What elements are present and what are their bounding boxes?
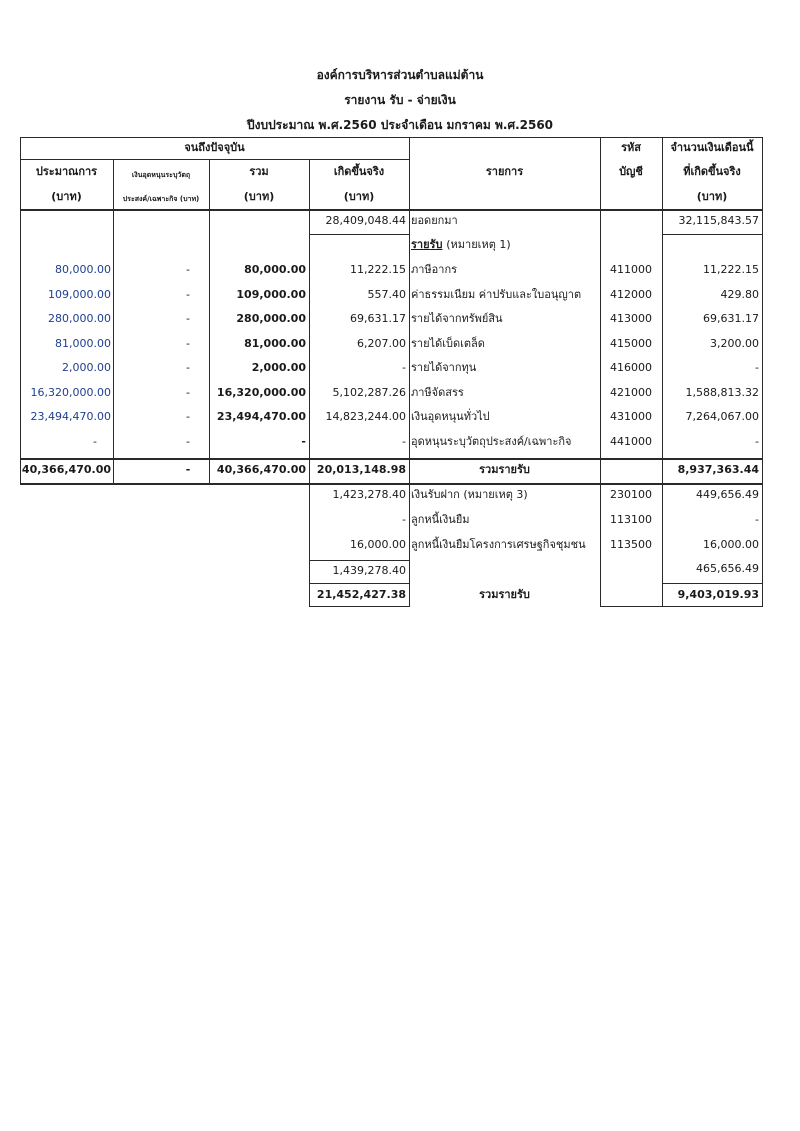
row-item: ค่าธรรมเนียม ค่าปรับและใบอนุญาต (411, 288, 582, 301)
org-name: องค์การบริหารส่วนตำบลแม่ต้าน (316, 68, 484, 82)
row-total: 109,000.00 (236, 288, 306, 301)
income-heading-label: รายรับ (411, 238, 443, 251)
row-month: 11,222.15 (703, 263, 759, 276)
other-row-item: ลูกหนี้เงินยืมโครงการเศรษฐกิจชุมชน (411, 538, 586, 551)
other-row-code: 113100 (610, 513, 652, 526)
brought-forward-label: ยอดยกมา (411, 214, 458, 227)
row-budget: - (93, 435, 97, 448)
other-row-actual: - (402, 513, 406, 526)
income-heading (411, 238, 511, 252)
row-subsidy: - (186, 361, 190, 374)
row-total: - (301, 435, 306, 448)
other-subtotal-actual: 1,439,278.40 (332, 564, 406, 577)
row-item: ภาษีอากร (411, 263, 458, 276)
row-total: 16,320,000.00 (216, 386, 306, 399)
other-row-code: 230100 (610, 488, 652, 501)
row-code: 441000 (610, 435, 652, 448)
code-header-line2: บัญชี (619, 165, 643, 178)
row-month: 69,631.17 (703, 312, 759, 325)
code-header-line1: รหัส (621, 141, 641, 154)
row-month: - (755, 435, 759, 448)
income-heading-note: (หมายเหตุ 1) (446, 238, 511, 251)
row-item: ภาษีจัดสรร (411, 386, 464, 399)
other-subtotal-month: 465,656.49 (696, 562, 759, 575)
subsidy-header-line2: ประสงค์/เฉพาะกิจ (บาท) (122, 195, 200, 203)
income-total-actual: 20,013,148.98 (316, 463, 406, 476)
other-row-month: - (755, 513, 759, 526)
other-row-actual: 1,423,278.40 (332, 488, 406, 501)
row-subsidy: - (186, 312, 190, 325)
row-code: 416000 (610, 361, 652, 374)
row-budget: 23,494,470.00 (30, 410, 111, 423)
row-actual: - (402, 361, 406, 374)
row-total: 80,000.00 (244, 263, 306, 276)
total-header: รวม (249, 165, 269, 178)
row-item: เงินอุดหนุนทั่วไป (411, 410, 490, 423)
row-actual: - (402, 435, 406, 448)
income-total-month: 8,937,363.44 (677, 463, 759, 476)
row-actual: 11,222.15 (350, 263, 406, 276)
row-budget: 81,000.00 (55, 337, 111, 350)
brought-forward-month: 32,115,843.57 (678, 214, 759, 227)
row-budget: 80,000.00 (55, 263, 111, 276)
row-budget: 2,000.00 (62, 361, 111, 374)
row-total: 280,000.00 (236, 312, 306, 325)
row-item: รายได้จากทรัพย์สิน (411, 312, 503, 325)
month-unit: (บาท) (696, 190, 728, 203)
row-subsidy: - (186, 410, 190, 423)
row-subsidy: - (186, 263, 190, 276)
brought-forward-actual: 28,409,048.44 (325, 214, 406, 227)
row-code: 421000 (610, 386, 652, 399)
row-code: 415000 (610, 337, 652, 350)
income-total-budget: 40,366,470.00 (21, 463, 111, 476)
row-subsidy: - (186, 288, 190, 301)
row-actual: 5,102,287.26 (332, 386, 406, 399)
grand-total-label: รวมรายรับ (479, 588, 530, 601)
report-period: ปีงบประมาณ พ.ศ.2560 ประจำเดือน มกราคม พ.ศ.2560 (246, 118, 554, 132)
grand-total-actual: 21,452,427.38 (316, 588, 406, 601)
row-month: 1,588,813.32 (685, 386, 759, 399)
month-header-line2: ที่เกิดขึ้นจริง (683, 165, 741, 178)
row-actual: 557.40 (367, 288, 406, 301)
row-total: 2,000.00 (251, 361, 306, 374)
other-row-code: 113500 (610, 538, 652, 551)
other-row-month: 16,000.00 (703, 538, 759, 551)
actual-header: เกิดขึ้นจริง (333, 165, 385, 178)
row-total: 81,000.00 (244, 337, 306, 350)
row-actual: 14,823,244.00 (325, 410, 406, 423)
row-month: 7,264,067.00 (685, 410, 759, 423)
other-row-item: ลูกหนี้เงินยืม (411, 513, 470, 526)
row-month: 3,200.00 (710, 337, 759, 350)
income-total-label: รวมรายรับ (479, 463, 530, 476)
row-item: รายได้จากทุน (411, 361, 477, 374)
row-code: 412000 (610, 288, 652, 301)
item-header: รายการ (485, 165, 524, 178)
report-title: รายงาน รับ - จ่ายเงิน (344, 93, 456, 107)
row-budget: 280,000.00 (48, 312, 111, 325)
row-subsidy: - (186, 435, 190, 448)
row-budget: 16,320,000.00 (30, 386, 111, 399)
row-month: - (755, 361, 759, 374)
row-item: รายได้เบ็ดเตล็ด (411, 337, 485, 350)
budget-unit: (บาท) (51, 190, 82, 203)
row-actual: 69,631.17 (350, 312, 406, 325)
row-item: อุดหนุนระบุวัตถุประสงค์/เฉพาะกิจ (411, 435, 572, 448)
row-code: 431000 (610, 410, 652, 423)
row-subsidy: - (186, 386, 190, 399)
other-row-month: 449,656.49 (696, 488, 759, 501)
total-unit: (บาท) (243, 190, 275, 203)
other-row-actual: 16,000.00 (350, 538, 406, 551)
subsidy-header-line1: เงินอุดหนุนระบุวัตถุ (131, 171, 191, 179)
grand-total-month: 9,403,019.93 (677, 588, 759, 601)
row-budget: 109,000.00 (48, 288, 111, 301)
row-month: 429.80 (720, 288, 759, 301)
to-date-header: จนถึงปัจจุบัน (184, 141, 245, 154)
row-code: 411000 (610, 263, 652, 276)
row-code: 413000 (610, 312, 652, 325)
budget-header: ประมาณการ (35, 165, 98, 178)
row-actual: 6,207.00 (357, 337, 406, 350)
income-total-subsidy: - (185, 463, 191, 476)
row-subsidy: - (186, 337, 190, 350)
month-header-line1: จำนวนเงินเดือนนี้ (670, 141, 754, 154)
other-row-item: เงินรับฝาก (หมายเหตุ 3) (411, 488, 528, 501)
row-total: 23,494,470.00 (216, 410, 306, 423)
actual-unit: (บาท) (343, 190, 375, 203)
income-total-total: 40,366,470.00 (216, 463, 306, 476)
